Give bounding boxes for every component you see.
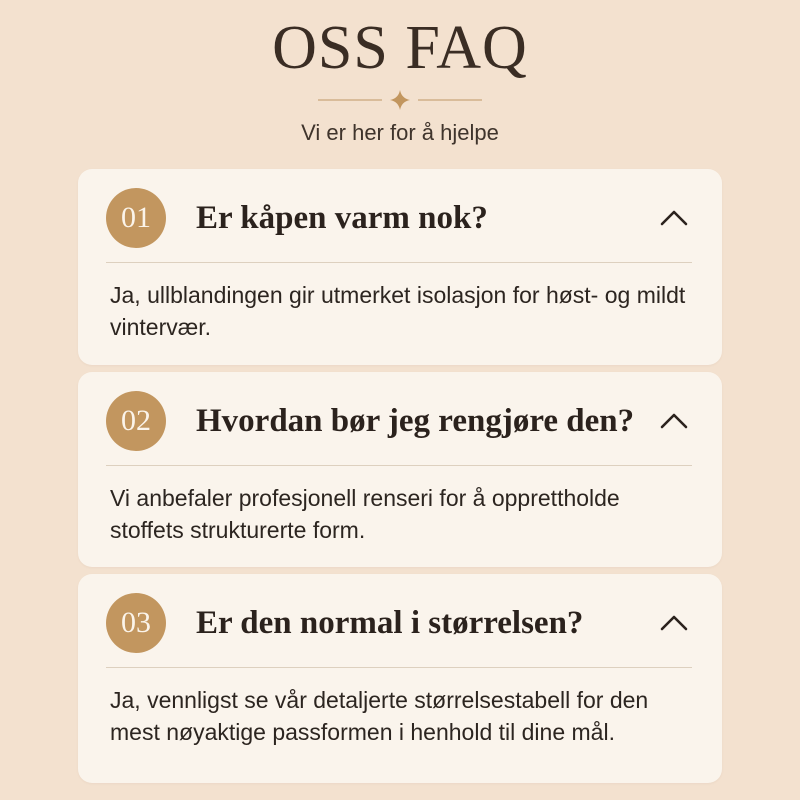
faq-question-toggle[interactable] [78,574,722,666]
chevron-up-icon[interactable] [652,200,696,236]
faq-question-toggle[interactable] [78,372,722,464]
faq-question: Hvordan bør jeg rengjøre den? [196,403,635,439]
faq-number-badge: 01 [106,188,166,248]
faq-header [0,0,800,165]
faq-item [78,169,722,365]
faq-divider [106,667,692,668]
faq-divider [106,262,692,263]
faq-item [78,574,722,783]
chevron-up-icon[interactable] [652,605,696,641]
faq-question-toggle[interactable] [78,169,722,261]
faq-item [78,372,722,567]
faq-question: Er kåpen varm nok? [196,200,488,236]
faq-answer: Ja, vennligst se vår detaljerte størrelsestabell for den mest nøyaktige passformen i henhold til dine mål. [110,687,649,745]
faq-number-badge: 03 [106,593,166,653]
faq-answer: Vi anbefaler profesjonell renseri for å opprettholde stoffets strukturerte form. [110,485,620,543]
page-title: OSS FAQ [272,14,528,82]
faq-divider [106,465,692,466]
faq-answer: Ja, ullblandingen gir utmerket isolasjon for høst- og mildt vintervær. [110,282,686,340]
faq-number-badge: 02 [106,391,166,451]
sparkle-divider-icon [318,88,482,112]
faq-question: Er den normal i størrelsen? [196,605,584,641]
page-subtitle: Vi er her for å hjelpe [301,120,499,145]
chevron-up-icon[interactable] [652,403,696,439]
